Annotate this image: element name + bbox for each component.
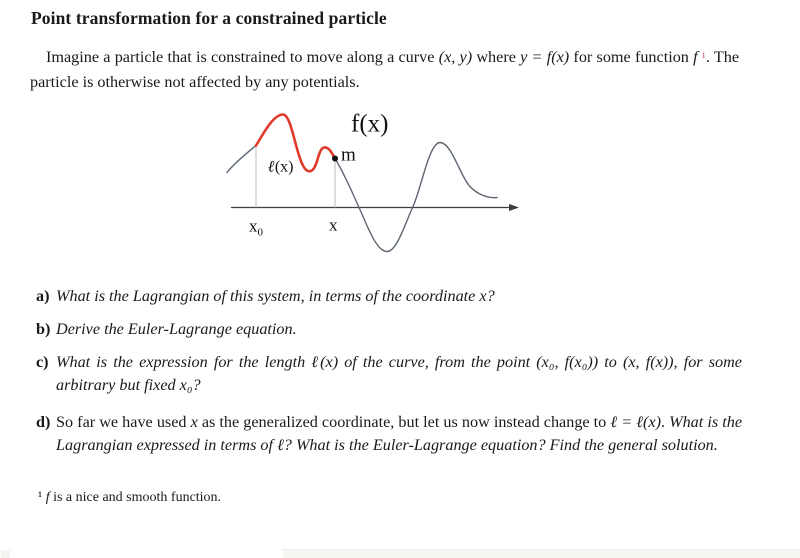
item-text-d xyxy=(56,413,742,454)
text-segment: . The particle is otherwise not affected by any potentials. xyxy=(30,48,740,91)
text-segment: f xyxy=(45,490,50,505)
text-segment: for some function xyxy=(569,48,694,66)
text-segment: x xyxy=(190,413,198,431)
item-text-a xyxy=(56,287,495,305)
corner-artifact xyxy=(1,550,10,558)
problem-item-b xyxy=(36,318,742,341)
particle-dot xyxy=(332,156,338,162)
item-label-b: b) xyxy=(36,320,51,338)
item-text-c xyxy=(56,353,742,394)
text-segment: ¹ xyxy=(38,490,46,505)
x0-tick-label: $x_0$ xyxy=(249,216,263,239)
item-label-c: c) xyxy=(36,353,49,371)
page-title: Point transformation for a constrained particle xyxy=(31,8,387,28)
text-segment: f xyxy=(693,48,698,66)
intro-paragraph xyxy=(30,46,739,94)
item-text-b xyxy=(56,320,297,338)
text-segment: So far we have used xyxy=(56,413,191,431)
curve-left-segment xyxy=(227,146,256,173)
curve-right-segment xyxy=(335,143,497,252)
text-segment: What is the Lagrangian expressed in terms of ℓ? What is the Euler-Lagrange equation? Find the general solution. xyxy=(56,413,743,454)
background-window-sliver xyxy=(283,549,800,558)
text-segment: . xyxy=(660,413,670,431)
problem-item-c xyxy=(36,351,742,397)
text-segment: What is the Lagrangian of this system, in terms of the coordinate x? xyxy=(56,287,495,305)
text-segment: as the generalized coordinate, but let us now instead change to xyxy=(197,413,611,431)
item-label-a: a) xyxy=(36,287,50,305)
text-segment: ℓ = ℓ(x) xyxy=(610,413,661,431)
mass-label: m xyxy=(341,144,356,166)
figure-canvas xyxy=(200,95,530,260)
problem-item-a xyxy=(36,285,742,308)
arclength-label: ℓ(x) xyxy=(268,158,294,176)
figure xyxy=(200,95,530,260)
fx-label: f(x) xyxy=(351,110,389,138)
text-segment: where xyxy=(472,48,521,66)
text-segment: Derive the Euler-Lagrange equation. xyxy=(56,320,297,338)
x-axis-arrowhead xyxy=(509,204,519,211)
text-segment: What is the expression for the length ℓ(x) of the curve, from the point (x₀, f(x₀)) to (x, f(x)), for some arbitrary but fixed x₀? xyxy=(56,353,742,394)
item-label-d: d) xyxy=(36,413,51,431)
text-segment: is a nice and smooth function. xyxy=(49,490,222,505)
text-segment: (x, y) xyxy=(438,48,473,66)
text-segment: y = f(x) xyxy=(520,48,570,66)
text-segment: ¹ xyxy=(697,50,706,66)
text-segment: Imagine a particle that is constrained to move along a curve xyxy=(46,48,439,66)
x-tick-label: x xyxy=(329,215,338,235)
problem-item-d xyxy=(36,411,742,457)
footnote xyxy=(38,488,738,507)
